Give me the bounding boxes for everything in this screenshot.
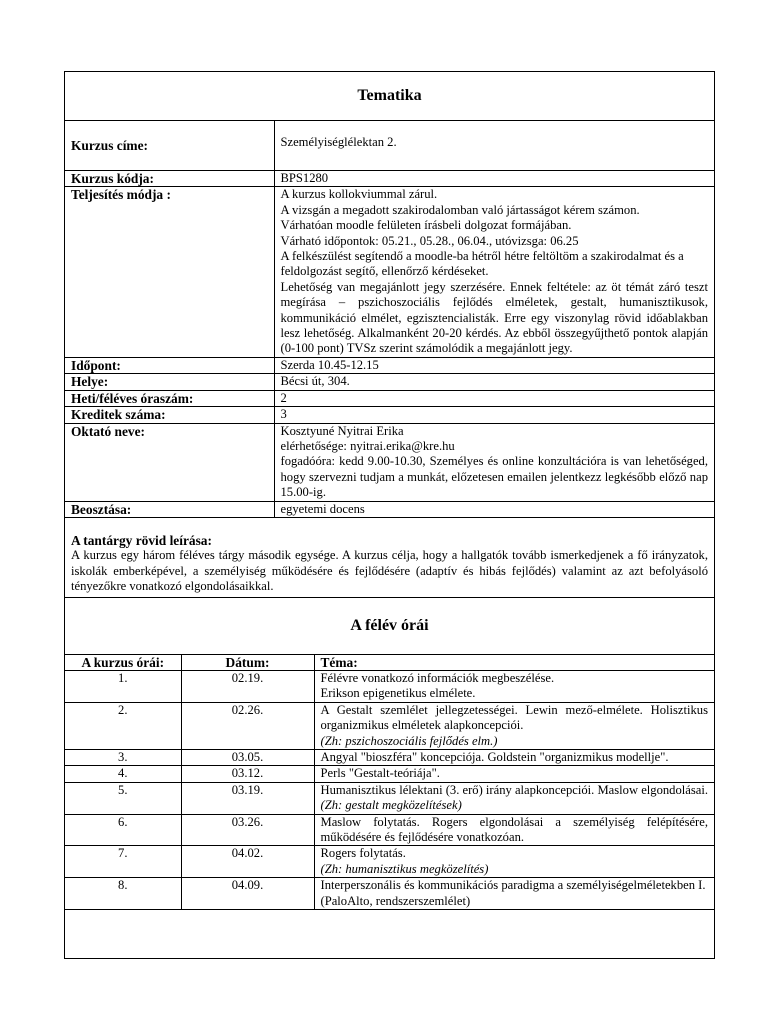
table-row	[65, 878, 714, 910]
table-row	[65, 766, 714, 782]
schedule-table	[65, 655, 714, 911]
col-date-header: Dátum:	[181, 655, 314, 671]
table-row	[65, 814, 714, 846]
session-number: 7.	[65, 846, 181, 878]
session-date: 03.12.	[181, 766, 314, 782]
syllabus-frame	[64, 71, 715, 959]
course-info-table	[65, 72, 714, 655]
description-heading: A tantárgy rövid leírása:	[71, 532, 212, 548]
course-code-label: Kurzus kódja:	[65, 171, 274, 187]
session-date: 02.26.	[181, 702, 314, 749]
topic-test-note: (Zh: pszichoszociális fejlődés elm.)	[320, 733, 498, 748]
session-number: 4.	[65, 766, 181, 782]
topic-text: A Gestalt szemlélet jellegzetességei. Lewin mező-elmélete. Holisztikus organizmikus elméletek alapkoncepciói.	[320, 702, 708, 733]
completion-line: Várható időpontok: 05.21., 05.28., 06.04., utóvizsga: 06.25	[280, 233, 579, 248]
completion-line: Várhatóan moodle felületen írásbeli dolgozat formájában.	[280, 218, 572, 233]
time-label: Időpont:	[65, 357, 274, 373]
schedule-header-row	[65, 655, 714, 671]
session-date: 04.09.	[181, 878, 314, 910]
place-label: Helye:	[65, 374, 274, 390]
completion-line: A felkészülést segítendő a moodle-ba hétről hétre feltöltöm a szakirodalmat és a feldolgozást segítő, ellenőrző kérdéseket.	[280, 249, 684, 279]
teacher-office-hours: fogadóóra: kedd 9.00-10.30, Személyes és online konzultációra is van lehetőséged, hogy szervezni tudjam a munkát, előzetesen emailen jelentkezz legkésőbb előző nap 15.00-ig.	[280, 454, 708, 500]
teacher-value	[274, 423, 714, 501]
session-number: 8.	[65, 878, 181, 910]
course-title-label: Kurzus címe:	[65, 121, 274, 171]
session-number: 3.	[65, 750, 181, 766]
topic-text: Humanisztikus lélektani (3. erő) irány alapkoncepciói. Maslow elgondolásai.	[320, 782, 708, 797]
session-topic	[314, 878, 714, 910]
topic-text: Angyal "bioszféra" koncepciója. Goldstein "organizmikus modellje".	[320, 750, 669, 764]
place-value: Bécsi út, 304.	[274, 374, 714, 390]
topic-text: Félévre vonatkozó információk megbeszélése.	[320, 670, 555, 685]
table-row	[65, 670, 714, 702]
schedule-title: A félév órái	[65, 597, 714, 654]
session-topic	[314, 782, 714, 814]
hours-label: Heti/féléves óraszám:	[65, 390, 274, 406]
table-row	[65, 782, 714, 814]
credits-value: 3	[274, 407, 714, 423]
table-row	[65, 846, 714, 878]
topic-text: Rogers folytatás.	[320, 846, 406, 861]
completion-label: Teljesítés módja :	[65, 187, 274, 357]
col-topic-header: Téma:	[314, 655, 714, 671]
teacher-label: Oktató neve:	[65, 423, 274, 501]
col-session-header: A kurzus órái:	[65, 655, 181, 671]
session-date: 03.19.	[181, 782, 314, 814]
teacher-contact: elérhetősége: nyitrai.erika@kre.hu	[280, 438, 455, 453]
course-title-value: Személyiséglélektan 2.	[274, 121, 714, 171]
topic-text: Perls "Gestalt-teóriája".	[320, 766, 440, 781]
description-cell	[65, 517, 714, 597]
completion-line: A vizsgán a megadott szakirodalomban való jártasságot kérem számon.	[280, 202, 640, 217]
completion-line: A kurzus kollokviummal zárul.	[280, 187, 438, 202]
table-row	[65, 702, 714, 749]
description-text: A kurzus egy három féléves tárgy második egysége. A kurzus célja, hogy a hallgatók tovább ismerkedjenek a fő irányzatok, iskolák emberképével, a személyiség működésére és fejlődésére (adaptív és hibás fejlődés) valamint az azt befolyásoló tényezőkre vonatkozó elgondolásaikkal.	[71, 548, 708, 594]
session-topic	[314, 750, 714, 766]
session-number: 5.	[65, 782, 181, 814]
teacher-name: Kosztyuné Nyitrai Erika	[280, 423, 404, 438]
session-topic	[314, 814, 714, 846]
topic-test-note: (Zh: humanisztikus megközelítés)	[320, 861, 489, 876]
session-topic	[314, 702, 714, 749]
session-date: 03.26.	[181, 814, 314, 846]
topic-text: Erikson epigenetikus elmélete.	[320, 686, 476, 701]
session-topic	[314, 846, 714, 878]
session-number: 1.	[65, 670, 181, 702]
topic-text: Interperszonális és kommunikációs paradigma a személyiségelméletekben I. (PaloAlto, rendszerszemlélet)	[320, 878, 706, 908]
position-value: egyetemi docens	[274, 501, 714, 517]
credits-label: Kreditek száma:	[65, 407, 274, 423]
page-title: Tematika	[65, 72, 714, 121]
course-code-value: BPS1280	[274, 171, 714, 187]
completion-line: Lehetőség van megajánlott jegy szerzésére. Ennek feltétele: az öt témát záró teszt megírása – pszichoszociális fejlődés elméletek, gestalt, humanisztikusok, kommunikáció elmélet, egzisztencialisták. Erre egy viszonylag rövid időablakban lesz lehetőség. Alkalmanként 20-20 kérdés. Az ebből összegyűjthető pontok alapján (0-100 pont) TVSz szerint számolódik a megajánlott jegy.	[280, 279, 708, 356]
topic-text: Maslow folytatás. Rogers elgondolásai a személyiség felépítésére, működésére és fejlődésére vonatkozóan.	[320, 814, 708, 845]
time-value: Szerda 10.45-12.15	[274, 357, 714, 373]
session-number: 6.	[65, 814, 181, 846]
session-date: 03.05.	[181, 750, 314, 766]
session-date: 04.02.	[181, 846, 314, 878]
session-date: 02.19.	[181, 670, 314, 702]
position-label: Beosztása:	[65, 501, 274, 517]
topic-test-note: (Zh: gestalt megközelítések)	[320, 798, 462, 813]
hours-value: 2	[274, 390, 714, 406]
session-number: 2.	[65, 702, 181, 749]
session-topic	[314, 670, 714, 702]
session-topic	[314, 766, 714, 782]
table-row	[65, 750, 714, 766]
completion-value	[274, 187, 714, 357]
